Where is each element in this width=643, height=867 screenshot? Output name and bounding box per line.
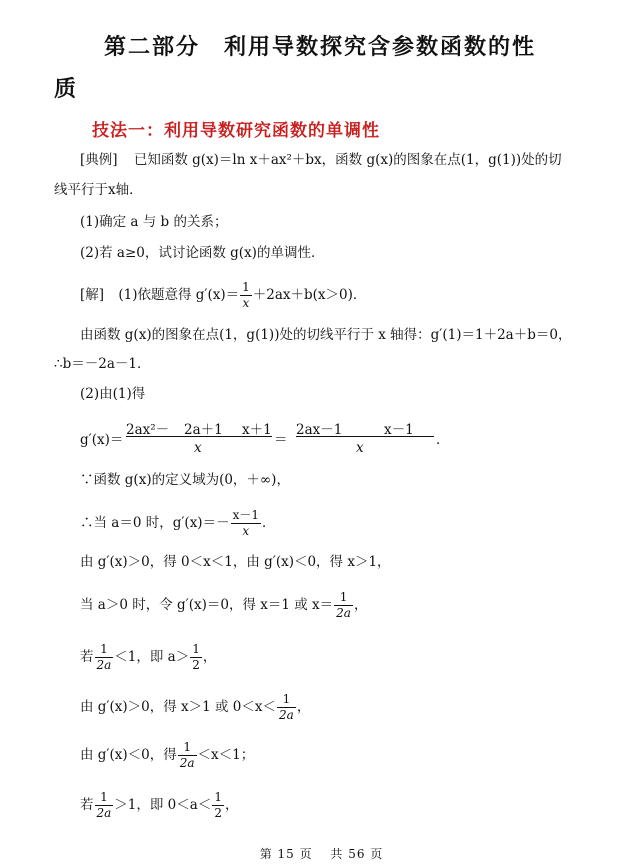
big-fraction-2-denominator: x xyxy=(356,440,364,456)
section-title-continued: 质 xyxy=(54,76,77,102)
equals-sign: ＝ xyxy=(274,432,288,448)
fraction: $\frac{1}{2a}$ xyxy=(336,590,351,620)
method-heading: 技法一：利用导数研究函数的单调性 xyxy=(92,121,380,141)
big-fraction-1-denominator: x xyxy=(194,440,202,456)
question-1: (1)确定 a 与 b 的关系； xyxy=(80,214,228,230)
fraction: $\frac{1}{x}$ xyxy=(242,280,250,310)
fraction: $\frac{1}{2a}$ xyxy=(96,790,112,820)
solution-line-4: (2)由(1)得 xyxy=(80,386,146,402)
solution-line-6: ∴当 a＝0 时，g′(x)＝－ $\frac{x-1}{x}$ ． xyxy=(80,508,276,538)
derivative-lhs: g′(x)＝ xyxy=(80,432,124,448)
example-line-1 xyxy=(80,150,562,170)
solution-line-3: ∴b＝－2a－1． xyxy=(54,356,151,372)
example-label: [典例] xyxy=(80,152,118,168)
solution-line-1: [解] (1)依题意得 g′(x)＝ $\frac{1}{x}$ ＋2ax＋b(x＞0)． xyxy=(80,280,367,310)
solution-line-10: 由 g′(x)＞0，得 x＞1 或 0＜x＜ $\frac{1}{2a}$ ， xyxy=(80,692,311,722)
solution-line-9: 若 $\frac{1}{2a}$ ＜1，即 a＞ $\frac{1}{2}$ ， xyxy=(80,642,217,672)
fraction: $\frac{x-1}{x}$ xyxy=(232,508,259,538)
fraction: $\frac{1}{2a}$ xyxy=(279,692,294,722)
solution-line-11: 由 g′(x)＜0，得 $\frac{1}{2a}$ ＜x＜1； xyxy=(80,740,255,770)
solution-line-7: 由 g′(x)＞0，得 0＜x＜1，由 g′(x)＜0，得 x＞1， xyxy=(80,554,391,570)
question-2: (2)若 a≥0，试讨论函数 g(x)的单调性． xyxy=(80,245,325,261)
solution-line-5: ∵函数 g(x)的定义域为(0，＋∞)， xyxy=(80,472,290,488)
fraction: $\frac{1}{2}$ xyxy=(214,790,222,820)
big-fraction-1-numerator: 2ax²－ 2a＋1 x＋1 xyxy=(126,418,272,437)
page-number-footer: 第 15 页 共 56 页 xyxy=(259,847,384,861)
solution-line-12: 若 $\frac{1}{2a}$ ＞1，即 0＜a＜ $\frac{1}{2}$ ， xyxy=(80,790,239,820)
big-fraction-2-numerator: 2ax－1 x－1 xyxy=(296,418,434,437)
solution-label: [解] xyxy=(80,287,105,303)
period: ． xyxy=(436,432,450,448)
example-text-1: 已知函数 g(x)＝ln x＋ax²＋bx，函数 g(x)的图象在点(1，g(1))处的切 xyxy=(133,152,562,168)
fraction: $\frac{1}{2}$ xyxy=(192,642,200,672)
fraction: $\frac{1}{2a}$ xyxy=(179,740,195,770)
fraction: $\frac{1}{2a}$ xyxy=(96,642,112,672)
section-title: 第二部分 利用导数探究含参数函数的性 xyxy=(104,34,537,60)
solution-line-2: 由函数 g(x)的图象在点(1，g(1))处的切线平行于 x 轴得：g′(1)＝1＋2a＋b＝0， xyxy=(80,327,572,343)
solution-line-8: 当 a＞0 时，令 g′(x)＝0，得 x＝1 或 x＝ $\frac{1}{2a}$ ， xyxy=(80,590,368,620)
example-line-2: 线平行于x轴． xyxy=(54,182,143,198)
